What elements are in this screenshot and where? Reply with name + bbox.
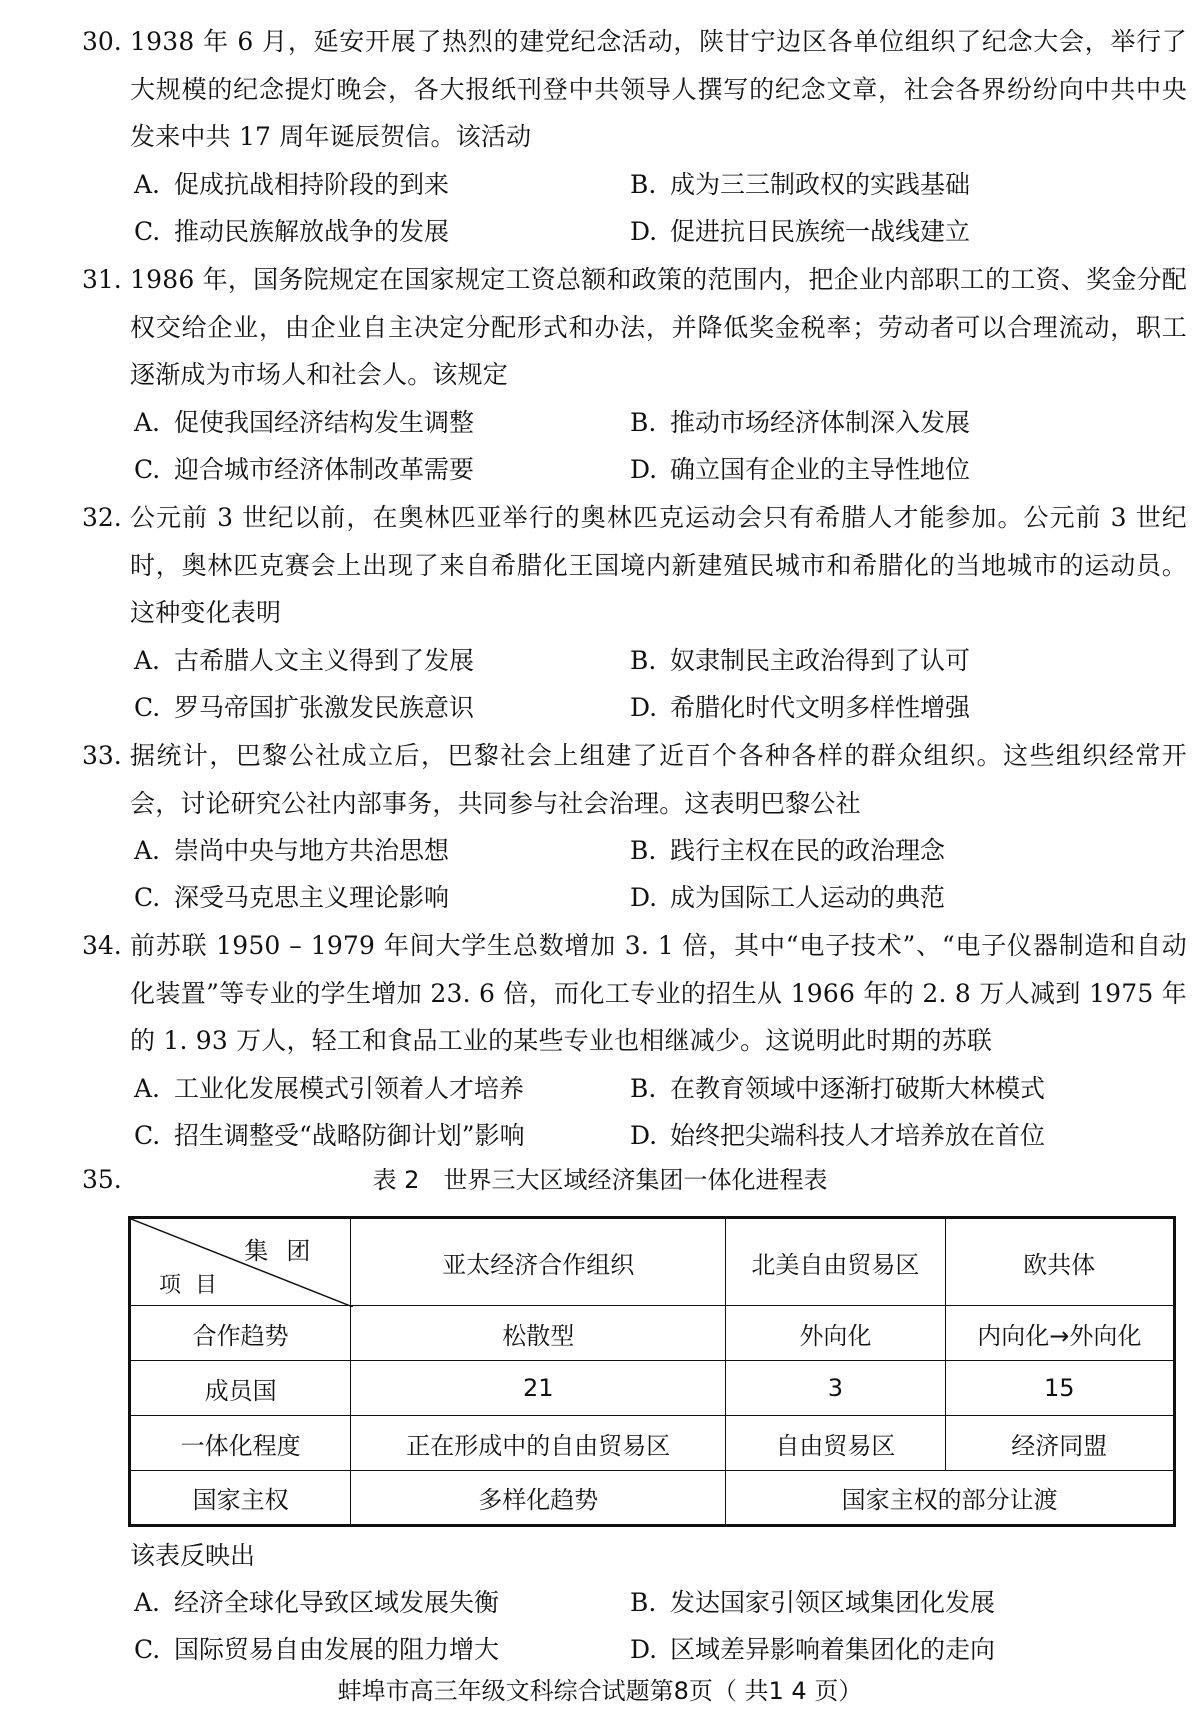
option-c[interactable]: C. 招生调整受“战略防御计划”影响 [134,1120,525,1150]
question-number: 32. [82,503,122,532]
option-a[interactable]: A. 促使我国经济结构发生调整 [134,407,475,437]
row-label: 合作趋势 [130,1306,351,1361]
option-b[interactable]: B. 发达国家引领区域集团化发展 [630,1588,996,1617]
option-a[interactable]: A. 古希腊人文主义得到了发展 [134,645,475,675]
table-cell: 正在形成中的自由贸易区 [351,1416,726,1471]
column-header: 北美自由贸易区 [726,1218,945,1306]
table-corner-cell [130,1218,351,1306]
question-35-options [82,1579,1187,1673]
table-cell: 3 [726,1361,945,1416]
question-30 [82,18,1187,255]
integration-table [128,1216,1176,1524]
question-stem: 1986 年，国务院规定在国家规定工资总额和政策的范围内，把企业内部职工的工资、奖金分配权交给企业，由企业自主决定分配形式和办法，并降低奖金税率；劳动者可以合理流动，职工逐渐成为市场人和社会人。该规定 [130,265,1187,389]
option-a[interactable]: A. 崇尚中央与地方共治思想 [134,836,450,865]
question-stem: 1938 年 6 月，延安开展了热烈的建党纪念活动，陕甘宁边区各单位组织了纪念大会，举行了大规模的纪念提灯晚会，各大报纸刊登中共领导人撰写的纪念文章，社会各界纷纷向中共中央发来中共 17 周年诞辰贺信。该活动 [130,27,1187,151]
table-caption: 表 2 世界三大区域经济集团一体化进程表 [372,1166,828,1194]
table-cell: 21 [351,1361,726,1416]
option-c[interactable]: C. 深受马克思主义理论影响 [134,883,450,912]
row-label: 国家主权 [130,1471,351,1526]
option-c[interactable]: C. 国际贸易自由发展的阻力增大 [134,1635,500,1664]
option-d[interactable]: D. 确立国有企业的主导性地位 [630,454,971,484]
table-row [130,1416,1175,1471]
question-34 [82,922,1187,1159]
question-32 [82,494,1187,731]
table-cell-merged: 国家主权的部分让渡 [726,1471,1175,1526]
question-number: 31. [82,265,122,294]
option-d[interactable]: D. 始终把尖端科技人才培养放在首位 [630,1120,1046,1150]
table-header-row [130,1218,1175,1306]
question-31 [82,256,1187,493]
table-cell: 松散型 [351,1306,726,1361]
question-33 [82,732,1187,921]
option-b[interactable]: B. 在教育领域中逐渐打破斯大林模式 [630,1073,1046,1103]
table-cell: 内向化→外向化 [945,1306,1174,1361]
table-row [130,1306,1175,1361]
option-a[interactable]: A. 经济全球化导致区域发展失衡 [134,1588,500,1617]
row-label: 一体化程度 [130,1416,351,1471]
option-c[interactable]: C. 罗马帝国扩张激发民族意识 [134,692,475,722]
option-c[interactable]: C. 推动民族解放战争的发展 [134,216,450,246]
options [134,1579,1187,1673]
option-b[interactable]: B. 成为三三制政权的实践基础 [630,169,971,199]
column-header: 欧共体 [945,1218,1174,1306]
table-cell: 经济同盟 [945,1416,1174,1471]
row-label: 成员国 [130,1361,351,1416]
option-d[interactable]: D. 促进抗日民族统一战线建立 [630,216,971,246]
option-b[interactable]: B. 奴隶制民主政治得到了认可 [630,645,971,675]
corner-label-item: 项目 [159,1273,232,1298]
option-a[interactable]: A. 促成抗战相持阶段的到来 [134,169,450,199]
table-row [130,1361,1175,1416]
option-c[interactable]: C. 迎合城市经济体制改革需要 [134,454,475,484]
option-b[interactable]: B. 践行主权在民的政治理念 [630,836,946,865]
question-stem: 前苏联 1950 – 1979 年间大学生总数增加 3. 1 倍，其中“电子技术”、“电子仪器制造和自动化装置”等专业的学生增加 23. 6 倍，而化工专业的招生从 1966 年的 2. 8 万人减到 1975 年的 1. 93 万人，轻工和食品工业的某些专业也相继减少。这说明此时期的苏联 [130,931,1187,1055]
option-d[interactable]: D. 成为国际工人运动的典范 [630,883,946,912]
option-a[interactable]: A. 工业化发展模式引领着人才培养 [134,1073,525,1103]
options [134,827,1187,921]
question-stem-35: 该表反映出 [130,1541,256,1570]
question-stem: 据统计，巴黎公社成立后，巴黎社会上组建了近百个各种各样的群众组织。这些组织经常开会，讨论研究公社内部事务，共同参与社会治理。这表明巴黎公社 [130,741,1187,818]
options [134,637,1187,731]
options [134,1065,1187,1159]
option-d[interactable]: D. 希腊化时代文明多样性增强 [630,692,971,722]
table-cell: 15 [945,1361,1174,1416]
column-header: 亚太经济合作组织 [351,1218,726,1306]
question-stem: 公元前 3 世纪以前，在奥林匹亚举行的奥林匹克运动会只有希腊人才能参加。公元前 3 世纪时，奥林匹克赛会上出现了来自希腊化王国境内新建殖民城市和希腊化的当地城市的运动员。这种变化表明 [130,503,1187,627]
question-number: 33. [82,741,122,770]
option-b[interactable]: B. 推动市场经济体制深入发展 [630,407,971,437]
table-cell: 自由贸易区 [726,1416,945,1471]
table-row [130,1471,1175,1526]
page-footer: 蚌埠市高三年级文科综合试题第8页（ 共1 4 页） [337,1677,863,1705]
table-cell: 外向化 [726,1306,945,1361]
option-d[interactable]: D. 区域差异影响着集团化的走向 [630,1635,996,1664]
corner-label-group: 集团 [244,1237,329,1265]
question-number: 34. [82,931,122,960]
table-cell: 多样化趋势 [351,1471,726,1526]
question-number: 30. [82,27,122,56]
options [134,161,1187,255]
options [134,399,1187,493]
question-number-35: 35. [82,1165,122,1194]
